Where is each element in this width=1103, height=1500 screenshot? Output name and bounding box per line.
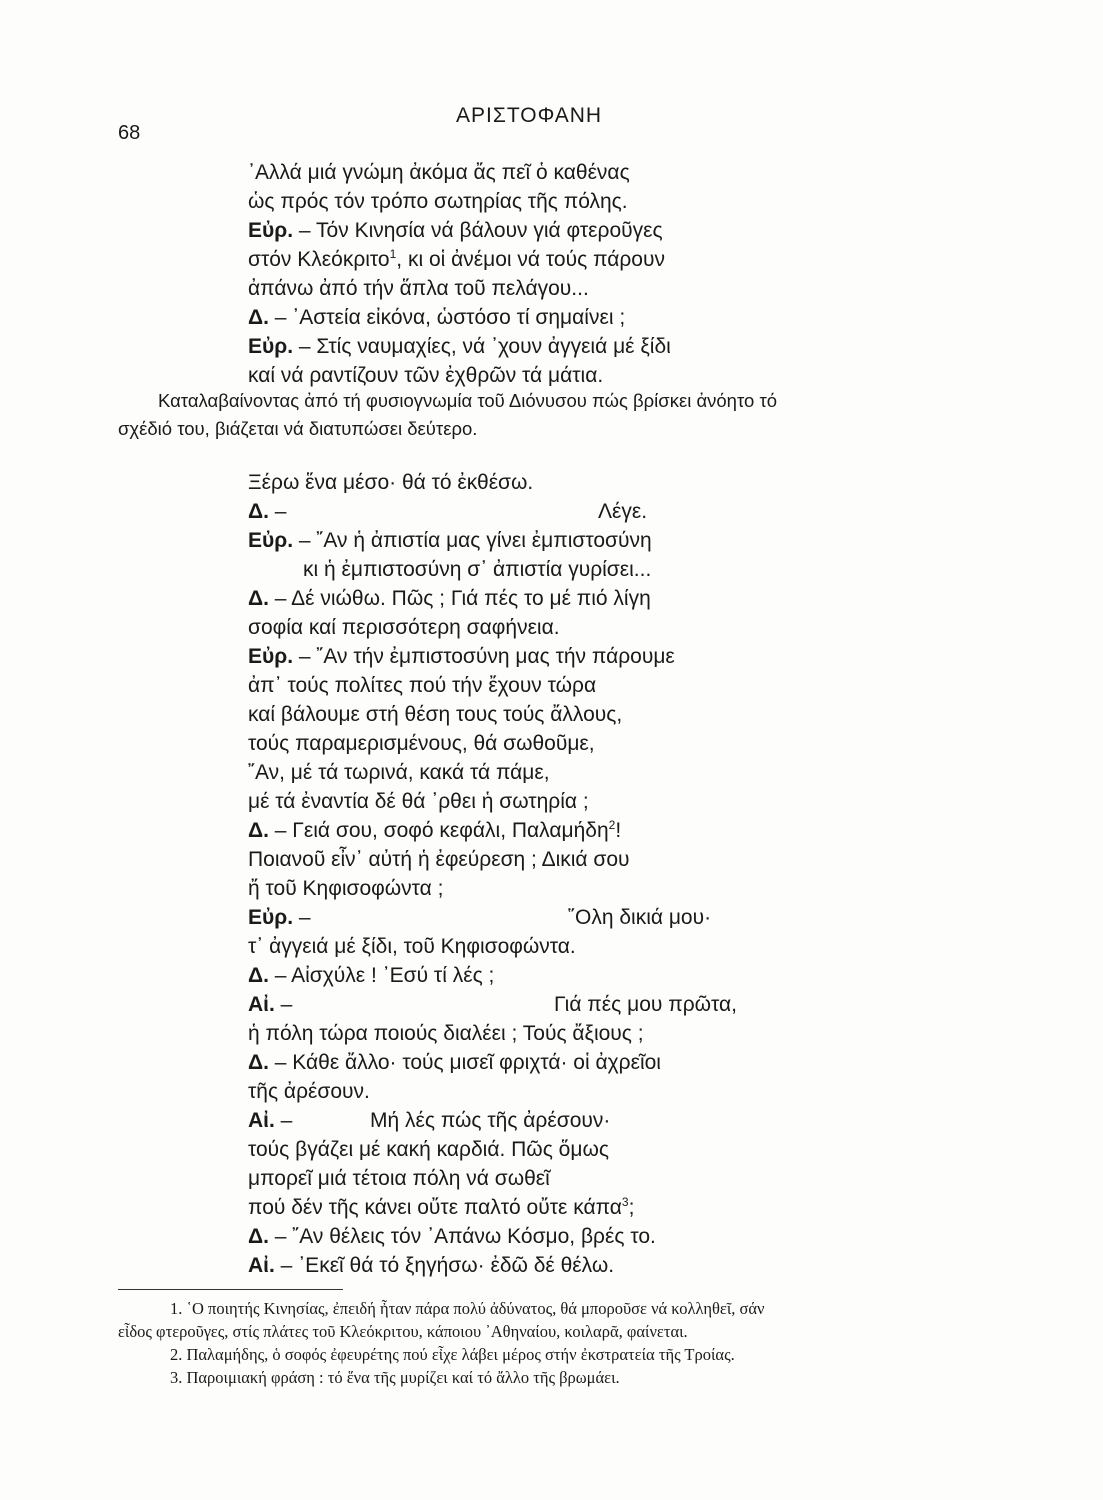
prose-line: Καταλαβαίνοντας ἀπό τή φυσιογνωμία τοῦ Διόνυσου πώς βρίσκει ἀνόητο τό: [158, 390, 778, 411]
line-text: στόν Κλεόκριτο: [248, 248, 390, 271]
line-text: – ῎Αν ἡ ἀπιστία μας γίνει ἐμπιστοσύνη: [293, 529, 652, 552]
line-text-continued: Λέγε.: [598, 500, 648, 523]
stage-direction: [118, 387, 968, 443]
line-text: –: [274, 1109, 293, 1132]
line-text: – Γειά σου, σοφό κεφάλι, Παλαμήδη: [268, 819, 609, 842]
line-text: – Αἰσχύλε ! ᾽Εσύ τί λές ;: [268, 964, 495, 987]
line-text: πού δέν τῆς κάνει οὔτε παλτό οὔτε κάπα: [248, 1196, 622, 1219]
line-text: κι ἡ ἐμπιστοσύνη σ᾽ ἀπιστία γυρίσει...: [303, 558, 652, 581]
line-text: – ᾽Εκεῖ θά τό ξηγήσω· ἐδῶ δέ θέλω.: [274, 1254, 615, 1277]
line-text: καί νά ραντίζουν τῶν ἐχθρῶν τά μάτια.: [248, 364, 604, 387]
line-text: ἀπ᾽ τούς πολίτες πού τήν ἔχουν τώρα: [248, 674, 597, 697]
prose-line: σχέδιό του, βιάζεται νά διατυπώσει δεύτερο.: [118, 418, 478, 439]
verse-line: [248, 1019, 675, 1048]
line-text: Ξέρω ἕνα μέσο· θά τό ἐκθέσω.: [248, 471, 534, 494]
line-text: ᾿Αλλά μιά γνώμη ἀκόμα ἄς πεῖ ὁ καθένας: [248, 161, 630, 184]
verse-block-1: [248, 158, 671, 390]
running-title: ΑΡΙΣΤΟΦΑΝΗ: [456, 104, 603, 127]
line-text: τῆς ἀρέσουν.: [248, 1080, 370, 1103]
line-text: , κι οἱ ἀνέμοι νά τούς πάρουν: [396, 248, 665, 271]
line-text: ;: [628, 1196, 635, 1219]
line-text: – Στίς ναυμαχίες, νά ᾽χουν ἀγγειά μέ ξίδι: [293, 335, 671, 358]
speaker-label: Εὐρ.: [248, 335, 294, 358]
page-number: 68: [118, 122, 141, 144]
verse-line: [248, 555, 675, 584]
line-text-continued: Μή λές πώς τῆς ἀρέσουν·: [370, 1109, 611, 1132]
verse-line: [248, 497, 675, 526]
footnote-line: 3. Παροιμιακή φράση : τό ἕνα τῆς μυρίζει καί τό ἄλλο τῆς βρωμάει.: [170, 1368, 620, 1387]
line-text: τούς παραμερισμένους, θά σωθοῦμε,: [248, 732, 595, 755]
footnote-line: 2. Παλαμήδης, ὁ σοφός ἐφευρέτης πού εἶχε λάβει μέρος στήν ἐκστρατεία τῆς Τροίας.: [170, 1345, 735, 1364]
verse-line: [248, 1135, 675, 1164]
verse-line: [248, 332, 671, 361]
line-text: καί βάλουμε στή θέση τους τούς ἄλλους,: [248, 703, 623, 726]
line-text-continued: Γιά πές μου πρῶτα,: [554, 993, 738, 1016]
speaker-label: Δ.: [248, 1051, 269, 1074]
line-text-continued: ῞Ολη δικιά μου·: [568, 906, 712, 929]
line-text: μέ τά ἐναντία δέ θά ᾽ρθει ἡ σωτηρία ;: [248, 790, 589, 813]
speaker-label: Δ.: [248, 587, 269, 610]
verse-line: [248, 671, 675, 700]
verse-line: [248, 245, 671, 274]
line-text: ῎Αν, μέ τά τωρινά, κακά τά πάμε,: [248, 761, 550, 784]
footnote-ref: 1: [389, 247, 397, 261]
verse-line: [248, 845, 675, 874]
footnote-rule: [118, 1289, 343, 1290]
line-text: –: [293, 906, 311, 929]
verse-line: [248, 816, 675, 845]
verse-line: [248, 642, 675, 671]
line-text: – Τόν Κινησία νά βάλουν γιά φτεροῦγες: [293, 219, 663, 242]
line-text: ἡ πόλη τώρα ποιούς διαλέει ; Τούς ἄξιους ;: [248, 1022, 644, 1045]
line-text: μπορεῖ μιά τέτοια πόλη νά σωθεῖ: [248, 1167, 550, 1190]
verse-line: [248, 700, 675, 729]
verse-line: [248, 990, 738, 1019]
line-text: σοφία καί περισσότερη σαφήνεια.: [248, 616, 560, 639]
speaker-label: Δ.: [248, 964, 269, 987]
line-text: τούς βγάζει μέ κακή καρδιά. Πῶς ὅμως: [248, 1138, 609, 1161]
verse-line: [248, 584, 675, 613]
verse-line: [248, 787, 675, 816]
speaker-label: Δ.: [248, 500, 269, 523]
speaker-label: Δ.: [248, 306, 269, 329]
speaker-label: Αἰ.: [248, 993, 275, 1016]
speaker-label: Αἰ.: [248, 1109, 275, 1132]
verse-line: [248, 903, 712, 932]
line-text: – ᾿Αστεία εἰκόνα, ὡστόσο τί σημαίνει ;: [268, 306, 626, 329]
line-text: Ποιανοῦ εἶν᾽ αὐτή ἡ ἐφεύρεση ; Δικιά σου: [248, 848, 630, 871]
line-text: – ῎Αν τήν ἐμπιστοσύνη μας τήν πάρουμε: [293, 645, 675, 668]
verse-line: [248, 468, 675, 497]
verse-line: [248, 729, 675, 758]
line-text: – ῎Αν θέλεις τόν ᾽Απάνω Κόσμο, βρές το.: [268, 1225, 656, 1248]
line-text: ὡς πρός τόν τρόπο σωτηρίας τῆς πόλης.: [248, 190, 628, 213]
verse-line: [248, 613, 675, 642]
line-text: ἤ τοῦ Κηφισοφώντα ;: [248, 877, 444, 900]
line-text: – Δέ νιώθω. Πῶς ; Γιά πές το μέ πιό λίγη: [268, 587, 651, 610]
line-text: –: [274, 993, 293, 1016]
line-text: – Κάθε ἄλλο· τούς μισεῖ φριχτά· οἱ ἀχρεῖοι: [268, 1051, 661, 1074]
verse-line: [248, 274, 671, 303]
line-text: τ᾽ ἀγγειά μέ ξίδι, τοῦ Κηφισοφώντα.: [248, 935, 576, 958]
verse-line: [248, 1048, 675, 1077]
verse-line: [248, 932, 675, 961]
verse-line: [248, 961, 675, 990]
verse-block-2: [248, 468, 738, 1280]
speaker-label: Αἰ.: [248, 1254, 275, 1277]
verse-line: [248, 1077, 675, 1106]
footnote-line: 1. ῾Ο ποιητής Κινησίας, ἐπειδή ἦταν πάρα πολύ ἀδύνατος, θά μποροῦσε νά κολληθεῖ, σάν: [170, 1299, 765, 1318]
line-text: ἀπάνω ἀπό τήν ἅπλα τοῦ πελάγου...: [248, 277, 589, 300]
speaker-label: Εὐρ.: [248, 219, 294, 242]
verse-line: [248, 1222, 675, 1251]
verse-line: [248, 303, 671, 332]
line-text: !: [615, 819, 622, 842]
speaker-label: Δ.: [248, 819, 269, 842]
verse-line: [248, 758, 675, 787]
speaker-label: Εὐρ.: [248, 906, 294, 929]
footnotes: [118, 1297, 765, 1389]
verse-line: [248, 361, 671, 390]
verse-line: [248, 158, 671, 187]
line-text: –: [268, 500, 287, 523]
footnote-line: εἶδος φτεροῦγες, στίς πλάτες τοῦ Κλεόκριτου, κάποιου ᾽Αθηναίου, κοιλαρᾶ, φαίνεται.: [118, 1322, 688, 1341]
footnote-ref: 2: [608, 818, 616, 832]
verse-line: [248, 1251, 675, 1280]
verse-line: [248, 1164, 675, 1193]
verse-line: [248, 187, 671, 216]
verse-line: [248, 874, 675, 903]
verse-line: [248, 1193, 675, 1222]
verse-line: [248, 526, 675, 555]
speaker-label: Εὐρ.: [248, 529, 294, 552]
speaker-label: Δ.: [248, 1225, 269, 1248]
speaker-label: Εὐρ.: [248, 645, 294, 668]
verse-line: [248, 1106, 675, 1135]
verse-line: [248, 216, 671, 245]
footnote-ref: 3: [621, 1195, 629, 1209]
